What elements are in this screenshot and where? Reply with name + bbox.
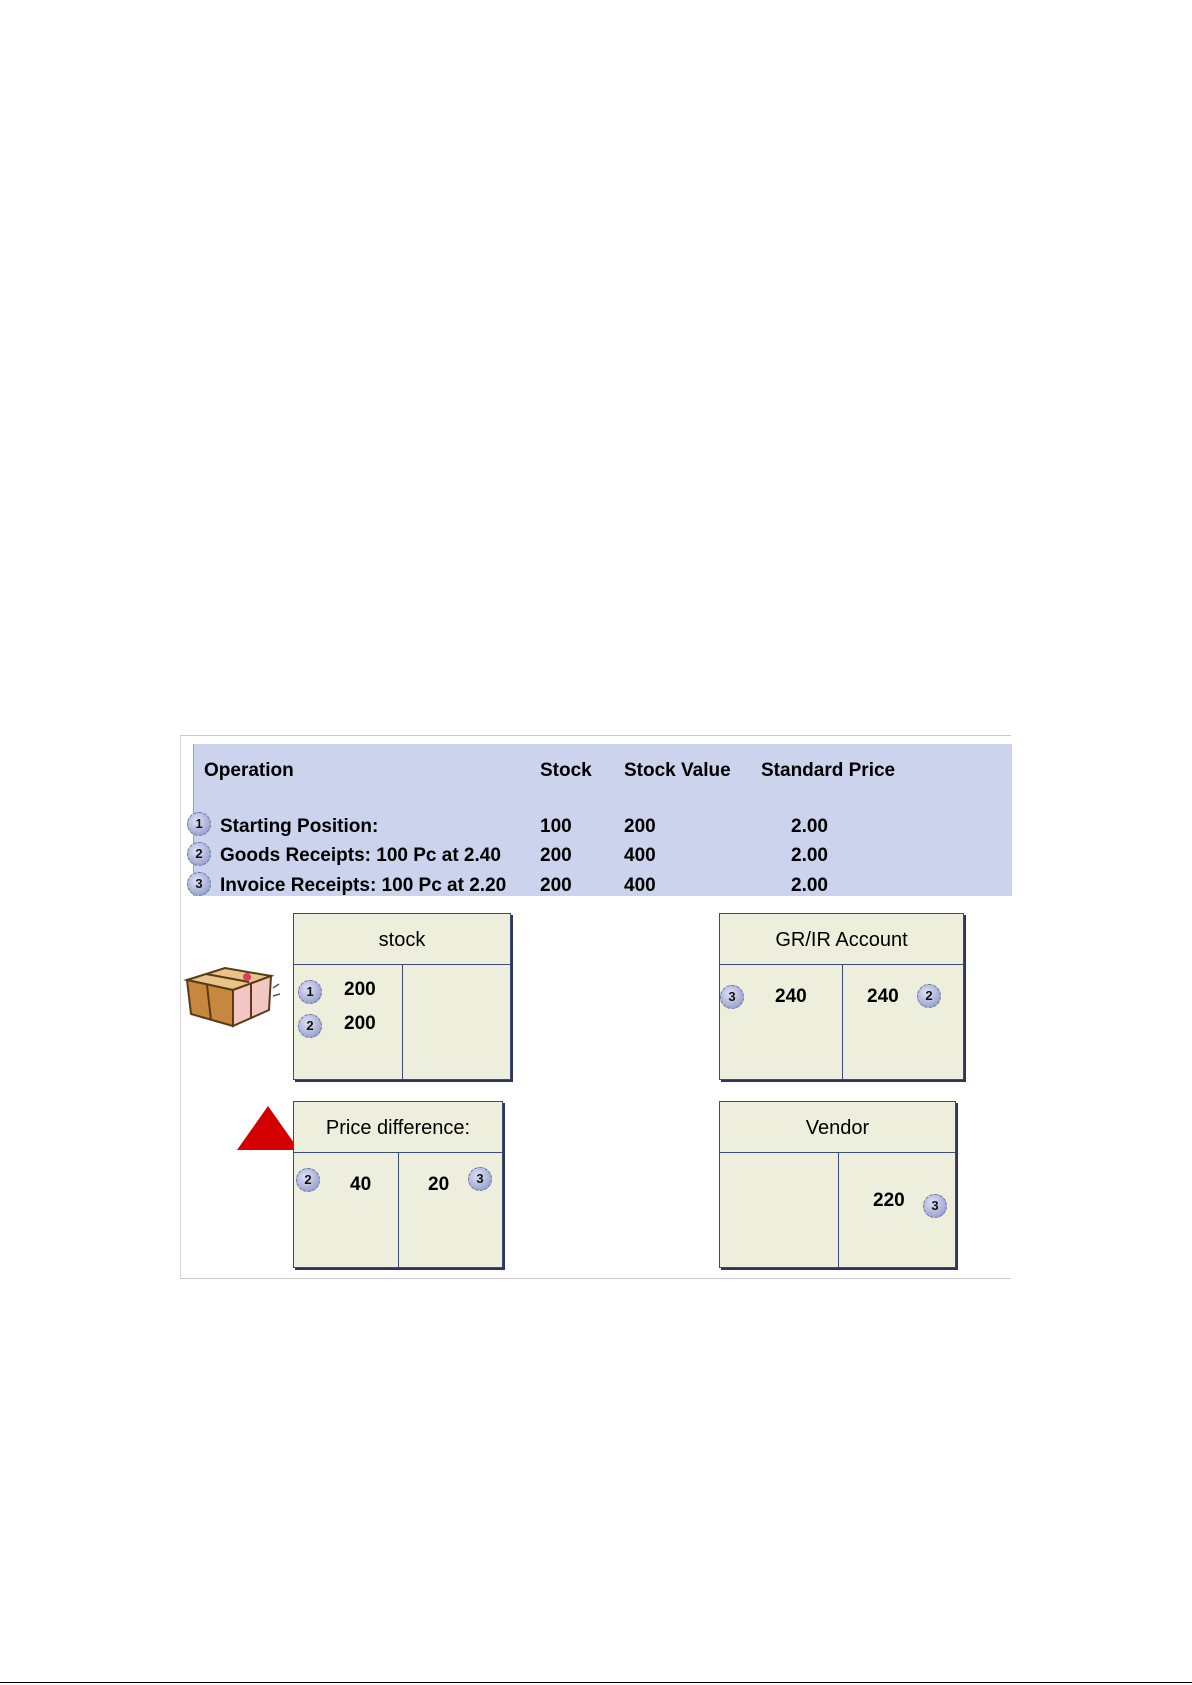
row3-standard-price: 2.00 — [791, 875, 828, 896]
row2-stock-value: 400 — [624, 845, 656, 866]
step-badge-3: 3 — [720, 985, 744, 1009]
t-account-price-difference — [293, 1101, 503, 1268]
operation-table — [193, 744, 1012, 896]
t-account-vendor — [719, 1101, 956, 1268]
t-account-divider — [398, 1152, 399, 1267]
price-difference-credit-value: 20 — [428, 1174, 450, 1195]
vendor-credit-value: 220 — [873, 1190, 905, 1211]
price-difference-diagram — [180, 735, 1011, 1279]
row1-stock-value: 200 — [624, 816, 656, 837]
step-badge-3: 3 — [187, 872, 211, 896]
t-account-vendor-title: Vendor — [720, 1102, 955, 1153]
t-account-price-difference-title: Price difference: — [294, 1102, 502, 1153]
step-badge-2: 2 — [187, 842, 211, 866]
step-badge-1: 1 — [187, 812, 211, 836]
step-badge-2: 2 — [296, 1168, 320, 1192]
t-account-stock-title: stock — [294, 914, 510, 965]
stock-debit-value: 200 — [344, 1013, 376, 1034]
step-badge-2: 2 — [917, 984, 941, 1008]
t-account-divider — [842, 964, 843, 1079]
step-badge-1: 1 — [298, 980, 322, 1004]
row-label-goods-receipts: Goods Receipts: 100 Pc at 2.40 — [220, 845, 501, 866]
header-stock: Stock — [540, 760, 592, 781]
page-bottom-rule — [0, 1682, 1192, 1683]
step-badge-3: 3 — [923, 1194, 947, 1218]
stock-debit-value: 200 — [344, 979, 376, 1000]
header-stock-value: Stock Value — [624, 760, 731, 781]
warning-triangle-icon — [235, 1104, 301, 1152]
grir-debit-value: 240 — [775, 986, 807, 1007]
row3-stock-value: 400 — [624, 875, 656, 896]
package-box-icon — [181, 950, 281, 1030]
row2-standard-price: 2.00 — [791, 845, 828, 866]
price-difference-debit-value: 40 — [350, 1174, 372, 1195]
row1-standard-price: 2.00 — [791, 816, 828, 837]
row2-stock: 200 — [540, 845, 572, 866]
header-operation: Operation — [204, 760, 294, 781]
row3-stock: 200 — [540, 875, 572, 896]
header-standard-price: Standard Price — [761, 760, 896, 781]
t-account-divider — [838, 1152, 839, 1267]
step-badge-2: 2 — [298, 1014, 322, 1038]
t-account-divider — [402, 964, 403, 1079]
row1-stock: 100 — [540, 816, 572, 837]
row-label-starting-position: Starting Position: — [220, 816, 379, 837]
t-account-stock — [293, 913, 511, 1080]
step-badge-3: 3 — [468, 1167, 492, 1191]
t-account-grir-title: GR/IR Account — [720, 914, 963, 965]
row-label-invoice-receipts: Invoice Receipts: 100 Pc at 2.20 — [220, 875, 507, 896]
t-account-grir — [719, 913, 964, 1080]
grir-credit-value: 240 — [867, 986, 899, 1007]
